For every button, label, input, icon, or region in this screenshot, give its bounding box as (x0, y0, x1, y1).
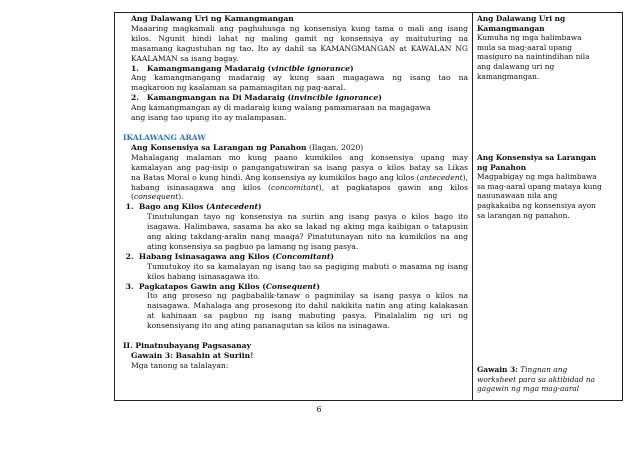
list-item-title: 1. Kamangmangang Madaraig (vincible ignorance) (131, 63, 354, 73)
note-line: worksheet para sa aktibidad na (477, 374, 596, 384)
sub-item-title: 1. Bago ang Kilos (Antecedent) (125, 202, 262, 212)
paragraph-line: na Batas Moral o kung hindi. Ang konsensiya ay kumikilos bago ang kilos (antecedent), (131, 172, 468, 182)
section-title-kamangmangan: Ang Dalawang Uri ng Kamangmangan (131, 14, 294, 23)
paragraph-line: naisagawa. Mahalaga ang prosesong ito dahil nakikita natin ang ating kalakasan (147, 301, 468, 311)
content-column (115, 13, 473, 400)
note-line: masiguro na naintindihan nila (477, 52, 590, 62)
paragraph-line: kamalayan ang pag-iisip o pangangatuwiran sa isang pasya o kilos batay sa Likas (131, 162, 468, 172)
paragraph-line: Maaaring magkamali ang paghuhusga ng konsensiya kung tama o mali ang isang (131, 23, 468, 33)
paragraph-line: Ito ang proseso ng pagbabalik-tanaw o pagninilay sa isang pasya o kilos na (147, 291, 468, 301)
note-line: pagkakaiba ng konsensiya ayon (477, 200, 596, 210)
paragraph-line: Tinutulungan tayo ng konsensiya na suriin ang isang pasya o kilos bago ito (147, 212, 468, 222)
task-title: Gawain 3: Basahin at Suriin! (131, 351, 254, 360)
paragraph-line: ang isang tao upang ito ay malampasan. (131, 113, 287, 123)
note-line: kamangmangan. (477, 71, 540, 81)
paragraph-line: Mga tanong sa talalayan: (131, 360, 229, 370)
paragraph-line: magkaroon ng kaalaman sa pamamagitan ng pag-aaral. (131, 83, 346, 93)
paragraph-line: (consequent). (131, 192, 184, 202)
note-line: sa larangan ng panahon. (477, 210, 570, 220)
note-line: Gawain 3: Tingnan ang (477, 365, 568, 374)
list-item-title: 2. Kamangmangan na Di Madaraig (invincible ignorance) (131, 93, 382, 103)
note-line: gagawin ng mga mag-aaral (477, 384, 580, 394)
section-title-pagsasanay: II. Pinatnubayang Pagsasanay (123, 341, 251, 351)
note-line: sa mag-aaral upang mataya kung (477, 181, 602, 191)
note-line: ang dalawang uri ng (477, 61, 555, 71)
sub-item-title: 2. Habang Isinasagawa ang Kilos (Concomitant) (125, 251, 335, 261)
paragraph-line: konsensiyang ito ang ating pananagutan sa kilos na isinagawa. (147, 321, 390, 331)
paragraph-line: Ang kamangmangan ay di madaraig kung walang pamamaraan na magagawa (131, 103, 431, 113)
note-line: mula sa mag-aaral upang (477, 42, 572, 52)
paragraph-line: at kahinaan sa pagbuo ng isang mabuting pasya. Pinalalalim ng uri ng (147, 311, 468, 321)
page-number: 6 (316, 405, 322, 414)
note-line: Kumuha ng mga halimbawa (477, 33, 582, 43)
note-block-larangan (477, 153, 619, 220)
paragraph-line: isagawa. Halimbawa, sasama ba ako sa lakad ng aking mga kaibigan o tatapusin (147, 222, 468, 232)
note-line: Magpabigay ng mga halimbawa (477, 172, 597, 182)
section-title-larangan: Ang Konsensiya sa Larangan ng Panahon (Ilagan, 2020) (131, 142, 364, 152)
note-title: Ang Dalawang Uri ng (477, 14, 566, 23)
lesson-table (114, 12, 623, 401)
note-block-gawain (477, 365, 619, 394)
note-title: Ang Konsensiya sa Larangan (477, 153, 597, 162)
paragraph-line: kilos. Ngunit hindi lahat ng maling gamit ng konsensiya ay maituturing na (131, 33, 468, 43)
note-title: ng Panahon (477, 162, 527, 172)
paragraph-line: Tumutukoy ito sa kamalayan ng isang tao sa pagiging mabuti o masama ng isang (147, 261, 468, 271)
paragraph-line: habang isinasagawa ang kilos (concomitant), at pagkatapos gawin ang kilos (131, 182, 468, 192)
paragraph-line: Ang kamangmangang madaraig ay kung saan magagawa ng isang tao na (131, 73, 468, 83)
paragraph-line: masamang kagustuhan ng tao. Ito ay dahil sa KAMANGMANGAN at KAWALAN NG (131, 43, 468, 53)
paragraph-line: ating konsensiya sa pagbuo pa lamang ng isang pasya. (147, 241, 359, 251)
paragraph-line: kilos habang isinasagawa ito. (147, 271, 261, 281)
day-label: IKALAWANG ARAW (123, 132, 206, 142)
notes-column (473, 13, 622, 400)
note-line: nauunawaan nila ang (477, 191, 558, 201)
sub-item-title: 3. Pagkatapos Gawin ang Kilos (Consequent) (125, 281, 320, 291)
paragraph-line: ang aking takdang-aralin nang maaga? Pinatutunayan nito na kumikilos na ang (147, 232, 468, 242)
note-title: Kamangmangan (477, 23, 545, 33)
paragraph-line: KAALAMAN sa isang bagay. (131, 53, 239, 63)
paragraph-line: Mahalagang malaman mo kung paano kumikilos ang konsensiya upang may (131, 152, 468, 162)
